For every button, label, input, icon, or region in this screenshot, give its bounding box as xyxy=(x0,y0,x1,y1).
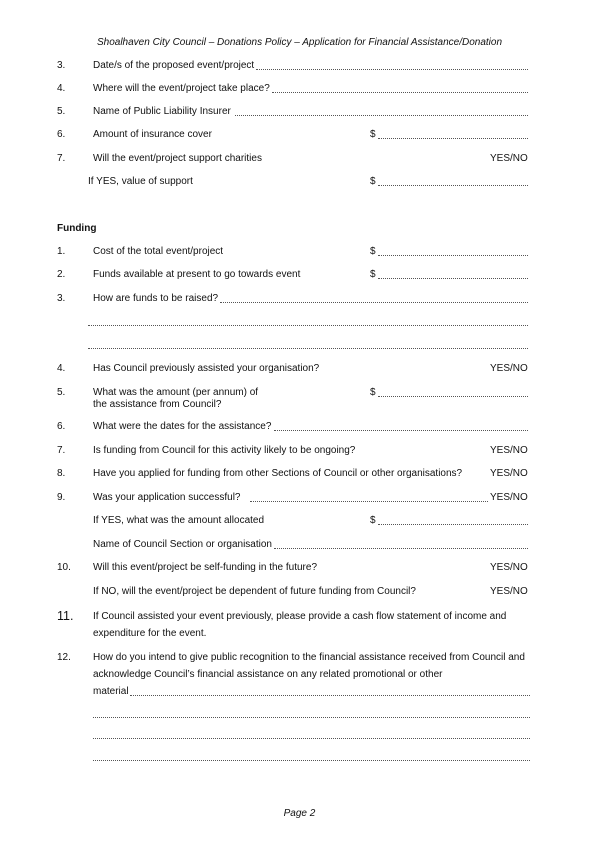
yes-no-option[interactable]: YES/NO xyxy=(490,468,528,479)
field-label-application-successful: Was your application successful? xyxy=(93,492,241,503)
event-dates-field[interactable] xyxy=(256,69,528,70)
assistance-amount-field[interactable] xyxy=(378,396,528,397)
field-label-support-charities: Will the event/project support charities xyxy=(93,153,262,164)
field-label-self-funding: Will this event/project be self-funding in the future? xyxy=(93,562,318,573)
item-number: 4. xyxy=(57,363,66,374)
field-label-total-cost: Cost of the total event/project xyxy=(93,246,224,257)
field-label-public-recognition-line-3: material xyxy=(93,686,129,697)
application-successful-leader xyxy=(250,501,488,502)
field-label-future-funding: If NO, will the event/project be dependent of future funding from Council? xyxy=(93,586,416,597)
dollar-sign: $ xyxy=(370,129,376,140)
public-recognition-field[interactable] xyxy=(130,695,530,696)
insurer-field[interactable] xyxy=(235,115,528,116)
event-location-field[interactable] xyxy=(272,92,528,93)
field-label-amount-allocated: If YES, what was the amount allocated xyxy=(93,515,265,526)
field-label-cash-flow-line-2: expenditure for the event. xyxy=(93,628,207,639)
insurance-cover-field[interactable] xyxy=(378,138,528,139)
field-label-assistance-amount-line-2: the assistance from Council? xyxy=(93,399,222,410)
field-label-cash-flow: If Council assisted your event previously, please provide a cash flow statement of income and xyxy=(93,611,507,622)
page-number: Page 2 xyxy=(283,808,316,819)
funds-raised-field[interactable] xyxy=(220,302,528,303)
section-title-funding: Funding xyxy=(57,223,97,234)
field-label-insurer: Name of Public Liability Insurer xyxy=(93,106,231,117)
yes-no-option[interactable]: YES/NO xyxy=(490,445,528,456)
item-number: 6. xyxy=(57,129,66,140)
item-number: 7. xyxy=(57,153,66,164)
funds-raised-field-line-3[interactable] xyxy=(88,348,528,349)
yes-no-option[interactable]: YES/NO xyxy=(490,586,528,597)
total-cost-field[interactable] xyxy=(378,255,528,256)
dollar-sign: $ xyxy=(370,269,376,280)
yes-no-option[interactable]: YES/NO xyxy=(490,153,528,164)
item-number: 12. xyxy=(57,652,71,663)
field-label-event-location: Where will the event/project take place? xyxy=(93,83,270,94)
council-section-field[interactable] xyxy=(274,548,528,549)
item-number: 7. xyxy=(57,445,66,456)
field-label-support-value: If YES, value of support xyxy=(88,176,193,187)
field-label-funds-available: Funds available at present to go towards event xyxy=(93,269,301,280)
public-recognition-field-line-3[interactable] xyxy=(93,738,530,739)
item-number: 2. xyxy=(57,269,66,280)
field-label-public-recognition-line-2: acknowledge Council’s financial assistance on any related promotional or other xyxy=(93,669,443,680)
public-recognition-field-line-4[interactable] xyxy=(93,760,530,761)
amount-allocated-field[interactable] xyxy=(378,524,528,525)
item-number: 10. xyxy=(57,562,71,573)
item-number: 5. xyxy=(57,106,66,117)
dollar-sign: $ xyxy=(370,515,376,526)
page-header: Shoalhaven City Council – Donations Policy – Application for Financial Assistance/Donation xyxy=(96,37,503,48)
dollar-sign: $ xyxy=(370,246,376,257)
dollar-sign: $ xyxy=(370,176,376,187)
item-number: 1. xyxy=(57,246,66,257)
dollar-sign: $ xyxy=(370,387,376,398)
field-label-insurance-cover: Amount of insurance cover xyxy=(93,129,212,140)
support-value-field[interactable] xyxy=(378,185,528,186)
funds-raised-field-line-2[interactable] xyxy=(88,325,528,326)
item-number: 8. xyxy=(57,468,66,479)
item-number: 11. xyxy=(57,609,74,623)
assistance-dates-field[interactable] xyxy=(274,430,528,431)
field-label-council-section: Name of Council Section or organisation xyxy=(93,539,272,550)
yes-no-option[interactable]: YES/NO xyxy=(490,562,528,573)
field-label-previously-assisted: Has Council previously assisted your organisation? xyxy=(93,363,320,374)
yes-no-option[interactable]: YES/NO xyxy=(490,492,528,503)
public-recognition-field-line-2[interactable] xyxy=(93,717,530,718)
item-number: 3. xyxy=(57,60,66,71)
item-number: 3. xyxy=(57,293,66,304)
field-label-ongoing-funding: Is funding from Council for this activity likely to be ongoing? xyxy=(93,445,356,456)
field-label-event-dates: Date/s of the proposed event/project xyxy=(93,60,255,71)
funds-available-field[interactable] xyxy=(378,278,528,279)
item-number: 5. xyxy=(57,387,66,398)
field-label-assistance-amount: What was the amount (per annum) of xyxy=(93,387,259,398)
field-label-funds-raised: How are funds to be raised? xyxy=(93,293,219,304)
yes-no-option[interactable]: YES/NO xyxy=(490,363,528,374)
field-label-other-funding: Have you applied for funding from other Sections of Council or other organisations? xyxy=(93,468,463,479)
field-label-public-recognition: How do you intend to give public recognition to the financial assistance received from Council and xyxy=(93,652,525,663)
item-number: 6. xyxy=(57,421,66,432)
item-number: 9. xyxy=(57,492,66,503)
item-number: 4. xyxy=(57,83,66,94)
field-label-assistance-dates: What were the dates for the assistance? xyxy=(93,421,272,432)
